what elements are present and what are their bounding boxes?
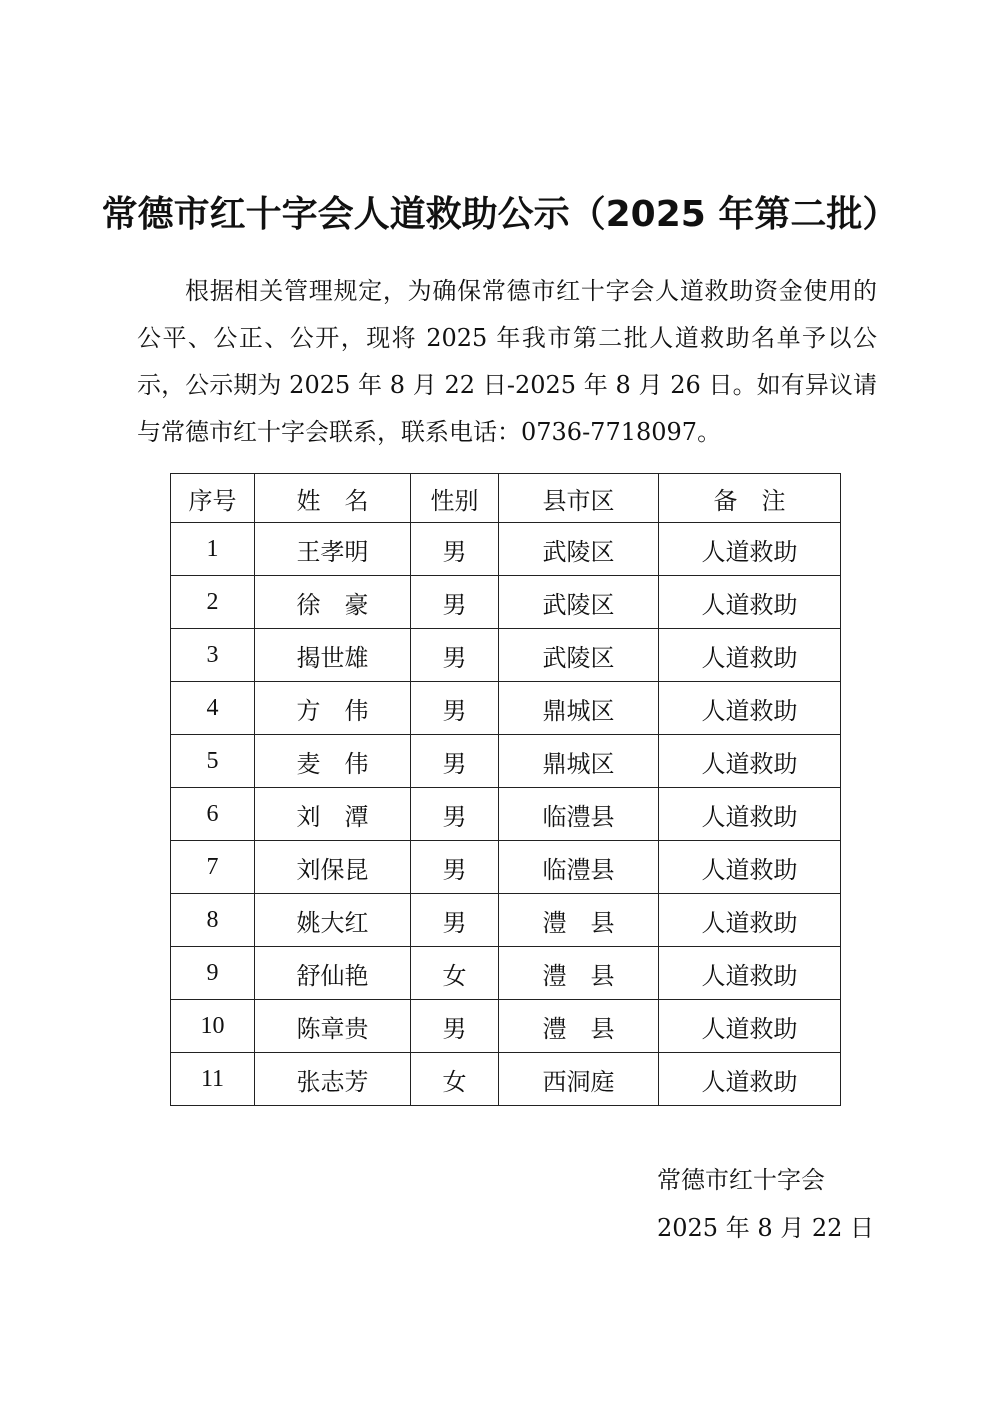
cell-district: 临澧县 [499,841,659,894]
header-district: 县市区 [499,474,659,523]
cell-index: 5 [171,735,255,788]
cell-index: 8 [171,894,255,947]
document-body-paragraph: 根据相关管理规定，为确保常德市红十字会人道救助资金使用的公平、公正、公开，现将 2025 年我市第二批人道救助名单予以公示，公示期为 2025 年 8 月 22 日-2025 年 8 月 26 日。如有异议请与常德市红十字会联系，联系电话：0736-7718097。 [137,277,877,446]
table-row [171,576,841,629]
cell-remarks: 人道救助 [659,1053,841,1106]
cell-remarks: 人道救助 [659,841,841,894]
cell-name: 刘保昆 [255,841,411,894]
cell-district: 澧 县 [499,947,659,1000]
table-row [171,629,841,682]
cell-index: 3 [171,629,255,682]
table-row [171,682,841,735]
table-row [171,523,841,576]
cell-gender: 男 [411,841,499,894]
table-body [171,523,841,1106]
cell-remarks: 人道救助 [659,735,841,788]
cell-district: 鼎城区 [499,682,659,735]
cell-district: 武陵区 [499,576,659,629]
table-row [171,1000,841,1053]
cell-index: 11 [171,1053,255,1106]
document-title: 常德市红十字会人道救助公示（2025 年第二批） [101,194,899,236]
cell-index: 4 [171,682,255,735]
cell-gender: 男 [411,576,499,629]
cell-name: 舒仙艳 [255,947,411,1000]
signature-date: 2025 年 8 月 22 日 [657,1214,875,1242]
cell-gender: 男 [411,523,499,576]
signature-organization: 常德市红十字会 [657,1166,825,1194]
cell-district: 武陵区 [499,629,659,682]
table-row [171,735,841,788]
cell-remarks: 人道救助 [659,1000,841,1053]
cell-gender: 男 [411,682,499,735]
cell-name: 徐 豪 [255,576,411,629]
header-name: 姓 名 [255,474,411,523]
cell-index: 7 [171,841,255,894]
cell-index: 6 [171,788,255,841]
cell-index: 1 [171,523,255,576]
cell-name: 麦 伟 [255,735,411,788]
cell-name: 张志芳 [255,1053,411,1106]
header-remarks: 备 注 [659,474,841,523]
cell-name: 王孝明 [255,523,411,576]
cell-gender: 男 [411,788,499,841]
aid-recipient-table [170,473,841,1106]
cell-gender: 女 [411,947,499,1000]
cell-remarks: 人道救助 [659,682,841,735]
table-row [171,894,841,947]
table-row [171,841,841,894]
cell-remarks: 人道救助 [659,576,841,629]
table-header-row [171,474,841,523]
cell-gender: 女 [411,1053,499,1106]
cell-name: 方 伟 [255,682,411,735]
cell-district: 澧 县 [499,1000,659,1053]
cell-remarks: 人道救助 [659,894,841,947]
cell-remarks: 人道救助 [659,788,841,841]
cell-remarks: 人道救助 [659,947,841,1000]
cell-index: 2 [171,576,255,629]
cell-index: 10 [171,1000,255,1053]
cell-name: 刘 潭 [255,788,411,841]
cell-district: 鼎城区 [499,735,659,788]
cell-name: 揭世雄 [255,629,411,682]
table-row [171,1053,841,1106]
cell-gender: 男 [411,1000,499,1053]
cell-district: 临澧县 [499,788,659,841]
header-index: 序号 [171,474,255,523]
cell-name: 陈章贵 [255,1000,411,1053]
cell-name: 姚大红 [255,894,411,947]
cell-gender: 男 [411,629,499,682]
table-row [171,947,841,1000]
cell-district: 澧 县 [499,894,659,947]
cell-index: 9 [171,947,255,1000]
cell-remarks: 人道救助 [659,523,841,576]
cell-remarks: 人道救助 [659,629,841,682]
table-row [171,788,841,841]
cell-district: 西洞庭 [499,1053,659,1106]
cell-gender: 男 [411,735,499,788]
cell-district: 武陵区 [499,523,659,576]
cell-gender: 男 [411,894,499,947]
header-gender: 性别 [411,474,499,523]
